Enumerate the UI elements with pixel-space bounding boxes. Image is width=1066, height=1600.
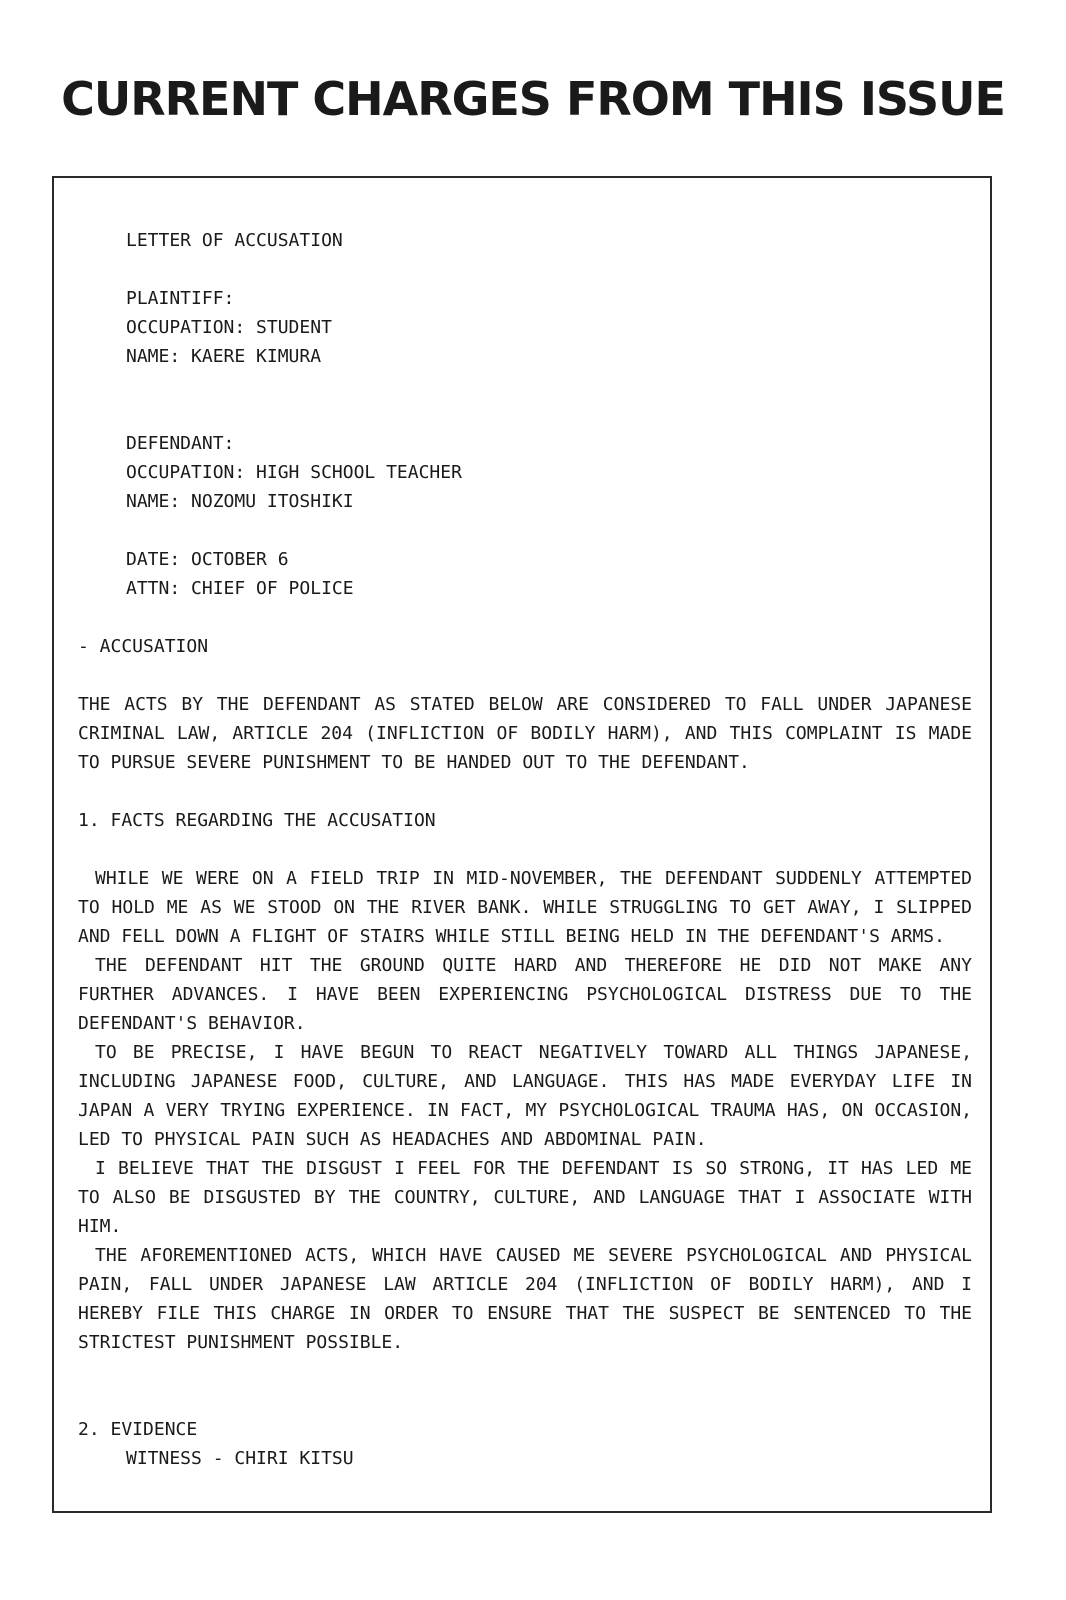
facts-paragraph: TO BE PRECISE, I HAVE BEGUN TO REACT NEGATIVELY TOWARD ALL THINGS JAPANESE, INCLUDING JAPANESE FOOD, CULTURE, AND LANGUAGE. THIS HAS MADE EVERYDAY LIFE IN JAPAN A VERY TRYING EXPERIENCE. IN FACT, MY PSYCHOLOGICAL TRAUMA HAS, ON OCCASION, LED TO PHYSICAL PAIN SUCH AS HEADACHES AND ABDOMINAL PAIN. — [78, 1042, 972, 1150]
defendant-occupation: OCCUPATION: HIGH SCHOOL TEACHER — [126, 462, 462, 483]
plaintiff-name: NAME: KAERE KIMURA — [126, 346, 322, 367]
facts-paragraph: THE AFOREMENTIONED ACTS, WHICH HAVE CAUSED ME SEVERE PSYCHOLOGICAL AND PHYSICAL PAIN, FALL UNDER JAPANESE LAW ARTICLE 204 (INFLICTION OF BODILY HARM), AND I HEREBY FILE THIS CHARGE IN ORDER TO ENSURE THAT THE SUSPECT BE SENTENCED TO THE STRICTEST PUNISHMENT POSSIBLE. — [78, 1245, 972, 1353]
facts-heading: 1. FACTS REGARDING THE ACCUSATION — [78, 810, 436, 831]
accusation-text: THE ACTS BY THE DEFENDANT AS STATED BELOW ARE CONSIDERED TO FALL UNDER JAPANESE CRIMINAL LAW, ARTICLE 204 (INFLICTION OF BODILY HARM), AND THIS COMPLAINT IS MADE TO PURSUE SEVERE PUNISHMENT TO BE HANDED OUT TO THE DEFENDANT. — [78, 694, 972, 773]
evidence-heading: 2. EVIDENCE — [78, 1419, 198, 1440]
plaintiff-occupation: OCCUPATION: STUDENT — [126, 317, 332, 338]
facts-paragraph: WHILE WE WERE ON A FIELD TRIP IN MID-NOVEMBER, THE DEFENDANT SUDDENLY ATTEMPTED TO HOLD ME AS WE STOOD ON THE RIVER BANK. WHILE STRUGGLING TO GET AWAY, I SLIPPED AND FELL DOWN A FLIGHT OF STAIRS WHILE STILL BEING HELD IN THE DEFENDANT'S ARMS. — [78, 868, 972, 947]
letter-date: DATE: OCTOBER 6 — [126, 549, 289, 570]
letter-of-accusation — [78, 226, 972, 1473]
facts-paragraph: THE DEFENDANT HIT THE GROUND QUITE HARD AND THEREFORE HE DID NOT MAKE ANY FURTHER ADVANCES. I HAVE BEEN EXPERIENCING PSYCHOLOGICAL DISTRESS DUE TO THE DEFENDANT'S BEHAVIOR. — [78, 955, 972, 1034]
page-title: CURRENT CHARGES FROM THIS ISSUE — [61, 72, 1005, 126]
plaintiff-label: PLAINTIFF: — [126, 288, 235, 309]
letter-heading: LETTER OF ACCUSATION — [126, 230, 343, 251]
defendant-name: NAME: NOZOMU ITOSHIKI — [126, 491, 354, 512]
evidence-item: WITNESS - CHIRI KITSU — [126, 1448, 354, 1469]
accusation-heading: - ACCUSATION — [78, 636, 209, 657]
defendant-label: DEFENDANT: — [126, 433, 235, 454]
letter-attn: ATTN: CHIEF OF POLICE — [126, 578, 354, 599]
facts-paragraph: I BELIEVE THAT THE DISGUST I FEEL FOR THE DEFENDANT IS SO STRONG, IT HAS LED ME TO ALSO BE DISGUSTED BY THE COUNTRY, CULTURE, AND LANGUAGE THAT I ASSOCIATE WITH HIM. — [78, 1158, 972, 1237]
